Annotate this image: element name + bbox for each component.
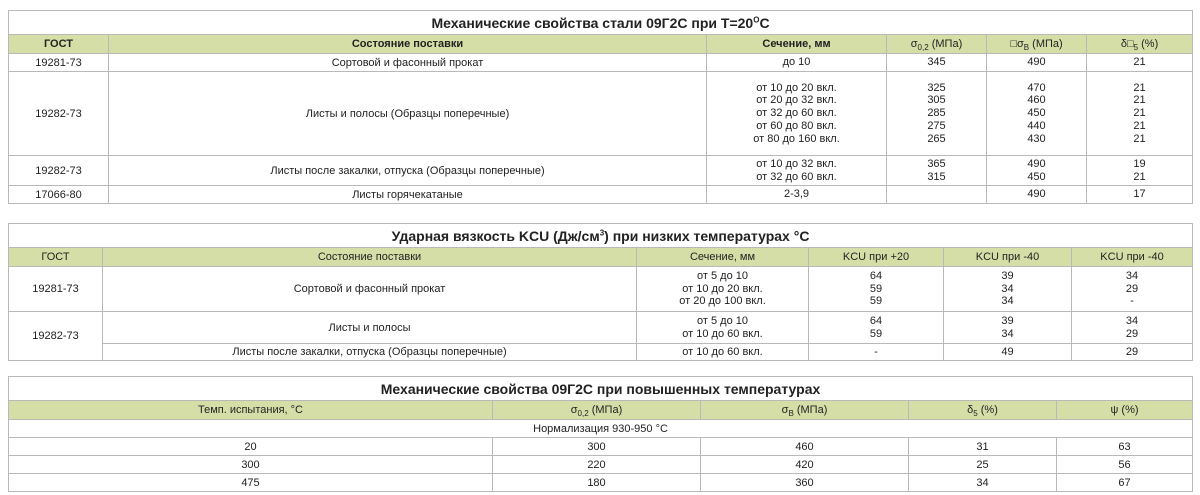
header-sigma02: $\sigma_{0,2}$ (МПа) — [493, 401, 701, 420]
state-cell: Листы после закалки, отпуска (Образцы поперечные) — [109, 156, 707, 186]
sigma02-cell-value: 275 — [927, 119, 946, 132]
kcu-minus40-b-cell-value: 29 — [1125, 345, 1139, 358]
header-temp: Темп. испытания, °С — [9, 401, 493, 420]
sigma02-cell-value: 345 — [927, 56, 946, 69]
psi-cell: 56 — [1057, 456, 1193, 474]
gost-cell: 19282-73 — [9, 156, 109, 186]
sb-cell: 420 — [701, 456, 909, 474]
state-cell: Сортовой и фасонный прокат — [103, 267, 637, 312]
sigma02-cell-value: 365 — [927, 157, 946, 170]
kcu-minus40-cell-value: 34 — [1001, 295, 1014, 308]
table-title: Механические свойства стали 09Г2С при $Т=20^OС$ — [9, 11, 1193, 35]
high-temp-properties-table — [8, 376, 1193, 492]
sigmab-cell-value: 440 — [1027, 119, 1046, 132]
header-state: Состояние поставки — [109, 35, 707, 54]
header-delta5: $\delta□_5$ (%) — [1087, 35, 1193, 54]
sigmab-cell-value: 450 — [1027, 107, 1046, 120]
table-row — [9, 312, 1193, 344]
gost-cell: 19281-73 — [9, 54, 109, 72]
header-section: Сечение, мм — [637, 248, 809, 267]
delta5-cell-value: 21 — [1133, 107, 1146, 120]
section-cell-value: от 10 до 20 вкл. — [682, 282, 763, 295]
gost-cell: 19282-73 — [9, 72, 109, 156]
gost-cell: 17066-80 — [9, 186, 109, 204]
state-cell: Листы горячекатаные — [109, 186, 707, 204]
sigmab-cell — [987, 186, 1087, 204]
section-cell — [637, 312, 809, 344]
section-cell — [707, 72, 887, 156]
section-cell-value: от 80 до 160 вкл. — [753, 132, 840, 145]
t-cell: 300 — [9, 456, 493, 474]
t-cell: 475 — [9, 474, 493, 492]
header-delta5: $\delta_5$ (%) — [909, 401, 1057, 420]
sigma02-cell — [887, 54, 987, 72]
sigmab-cell-value: 450 — [1027, 170, 1046, 183]
sb-cell: 360 — [701, 474, 909, 492]
delta5-cell — [1087, 186, 1193, 204]
header-kcu-minus40: KCU при -40 — [944, 248, 1072, 267]
section-cell-value: от 10 до 60 вкл. — [682, 327, 763, 340]
kcu-minus40-cell — [944, 267, 1072, 312]
delta5-cell — [1087, 72, 1193, 156]
table-row — [9, 456, 1193, 474]
kcu-minus40-cell-value: 39 — [1001, 269, 1014, 282]
kcu-minus40-cell-value: 34 — [1001, 282, 1014, 295]
kcu-plus20-cell — [809, 267, 944, 312]
sigma02-cell — [887, 186, 987, 204]
section-cell-value: от 60 до 80 вкл. — [756, 119, 837, 132]
table-row — [9, 267, 1193, 312]
kcu-minus40-cell-value: 34 — [1001, 327, 1014, 340]
kcu-minus40-cell-value: 49 — [1001, 345, 1014, 358]
sigma02-cell-value: 325 — [927, 81, 946, 94]
header-sigma02: $\sigma_{0,2}$ (МПа) — [887, 35, 987, 54]
header-sigmab: $\sigma_B$ (МПа) — [701, 401, 909, 420]
table-row — [9, 474, 1193, 492]
kcu-minus40-b-cell-value: 29 — [1125, 282, 1139, 295]
section-cell-value: от 20 до 32 вкл. — [756, 94, 837, 107]
sigma02-cell-value: 265 — [927, 132, 946, 145]
kcu-plus20-cell-value: - — [874, 345, 878, 358]
delta5-cell-value: 17 — [1133, 188, 1146, 201]
sigmab-cell — [987, 156, 1087, 186]
table-row — [9, 438, 1193, 456]
header-gost: ГОСТ — [9, 248, 103, 267]
delta5-cell-value: 21 — [1133, 56, 1146, 69]
state-cell: Листы и полосы — [103, 312, 637, 344]
sigmab-cell — [987, 72, 1087, 156]
table-title: Механические свойства 09Г2С при повышенных температурах — [9, 377, 1193, 401]
kcu-minus40-cell — [944, 312, 1072, 344]
section-cell-value: от 10 до 32 вкл. — [756, 157, 837, 170]
section-cell-value: от 5 до 10 — [697, 269, 748, 282]
delta5-cell-value: 21 — [1133, 170, 1146, 183]
sigmab-cell-value: 460 — [1027, 94, 1046, 107]
table-row — [9, 54, 1193, 72]
header-kcu-minus40-b: KCU при -40 — [1072, 248, 1193, 267]
s02-cell: 300 — [493, 438, 701, 456]
d5-cell: 25 — [909, 456, 1057, 474]
kcu-plus20-cell-value: 59 — [869, 295, 883, 308]
sigmab-cell-value: 430 — [1027, 132, 1046, 145]
sb-cell: 460 — [701, 438, 909, 456]
section-cell-value: от 5 до 10 — [697, 314, 748, 327]
header-state: Состояние поставки — [103, 248, 637, 267]
kcu-minus40-b-cell-value: - — [1130, 295, 1134, 308]
impact-strength-table — [8, 223, 1193, 361]
s02-cell: 220 — [493, 456, 701, 474]
kcu-minus40-cell-value: 39 — [1001, 314, 1014, 327]
delta5-cell-value: 21 — [1133, 132, 1146, 145]
gost-cell: 19281-73 — [9, 267, 103, 312]
gost-cell: 19282-73 — [9, 312, 103, 361]
section-cell-value: от 20 до 100 вкл. — [679, 295, 766, 308]
kcu-plus20-cell-value: 59 — [869, 282, 883, 295]
kcu-plus20-cell-value: 64 — [869, 269, 883, 282]
s02-cell: 180 — [493, 474, 701, 492]
kcu-minus40-b-cell — [1072, 344, 1193, 361]
kcu-plus20-cell — [809, 344, 944, 361]
sigmab-cell-value: 490 — [1027, 56, 1046, 69]
kcu-minus40-b-cell-value: 29 — [1125, 327, 1139, 340]
state-cell: Сортовой и фасонный прокат — [109, 54, 707, 72]
kcu-plus20-cell-value: 59 — [869, 327, 883, 340]
section-cell-value: от 10 до 60 вкл. — [682, 345, 763, 358]
section-cell-value: до 10 — [782, 56, 811, 69]
treatment-subheader: Нормализация 930-950 °С — [9, 420, 1193, 438]
sigma02-cell-value: 305 — [927, 94, 946, 107]
delta5-cell-value: 21 — [1133, 81, 1146, 94]
table-row — [9, 344, 1193, 361]
table-row — [9, 186, 1193, 204]
sigma02-cell-value: 285 — [927, 107, 946, 120]
sigmab-cell-value: 470 — [1027, 81, 1046, 94]
sigma02-cell — [887, 72, 987, 156]
header-psi: ψ (%) — [1057, 401, 1193, 420]
section-cell-value: от 10 до 20 вкл. — [756, 81, 837, 94]
header-kcu-plus20: KCU при +20 — [809, 248, 944, 267]
kcu-minus40-b-cell-value: 34 — [1125, 269, 1139, 282]
sigma02-cell — [887, 156, 987, 186]
sigma02-cell-value: 315 — [927, 170, 946, 183]
table-row — [9, 156, 1193, 186]
delta5-cell-value: 21 — [1133, 119, 1146, 132]
d5-cell: 34 — [909, 474, 1057, 492]
steel-properties-table — [8, 10, 1193, 204]
section-cell — [637, 267, 809, 312]
delta5-cell — [1087, 156, 1193, 186]
d5-cell: 31 — [909, 438, 1057, 456]
table-row — [9, 72, 1193, 156]
delta5-cell-value: 21 — [1133, 94, 1146, 107]
header-sigmab: $□\sigma_B$ (МПа) — [987, 35, 1087, 54]
header-gost: ГОСТ — [9, 35, 109, 54]
section-cell-value: от 32 до 60 вкл. — [756, 107, 837, 120]
kcu-plus20-cell — [809, 312, 944, 344]
section-cell — [637, 344, 809, 361]
kcu-minus40-b-cell-value: 34 — [1125, 314, 1139, 327]
delta5-cell — [1087, 54, 1193, 72]
psi-cell: 67 — [1057, 474, 1193, 492]
section-cell — [707, 186, 887, 204]
kcu-minus40-b-cell — [1072, 312, 1193, 344]
section-cell-value: 2-3,9 — [783, 188, 810, 201]
table-title: Ударная вязкость KCU $(Дж/см^3)$ при низких температурах °С — [9, 224, 1193, 248]
section-cell — [707, 54, 887, 72]
t-cell: 20 — [9, 438, 493, 456]
header-section: Сечение, мм — [707, 35, 887, 54]
kcu-minus40-cell — [944, 344, 1072, 361]
state-cell: Листы после закалки, отпуска (Образцы поперечные) — [103, 344, 637, 361]
kcu-minus40-b-cell — [1072, 267, 1193, 312]
sigmab-cell-value: 490 — [1027, 188, 1046, 201]
sigmab-cell — [987, 54, 1087, 72]
kcu-plus20-cell-value: 64 — [869, 314, 883, 327]
delta5-cell-value: 19 — [1133, 157, 1146, 170]
section-cell — [707, 156, 887, 186]
state-cell: Листы и полосы (Образцы поперечные) — [109, 72, 707, 156]
section-cell-value: от 32 до 60 вкл. — [756, 170, 837, 183]
psi-cell: 63 — [1057, 438, 1193, 456]
sigmab-cell-value: 490 — [1027, 157, 1046, 170]
